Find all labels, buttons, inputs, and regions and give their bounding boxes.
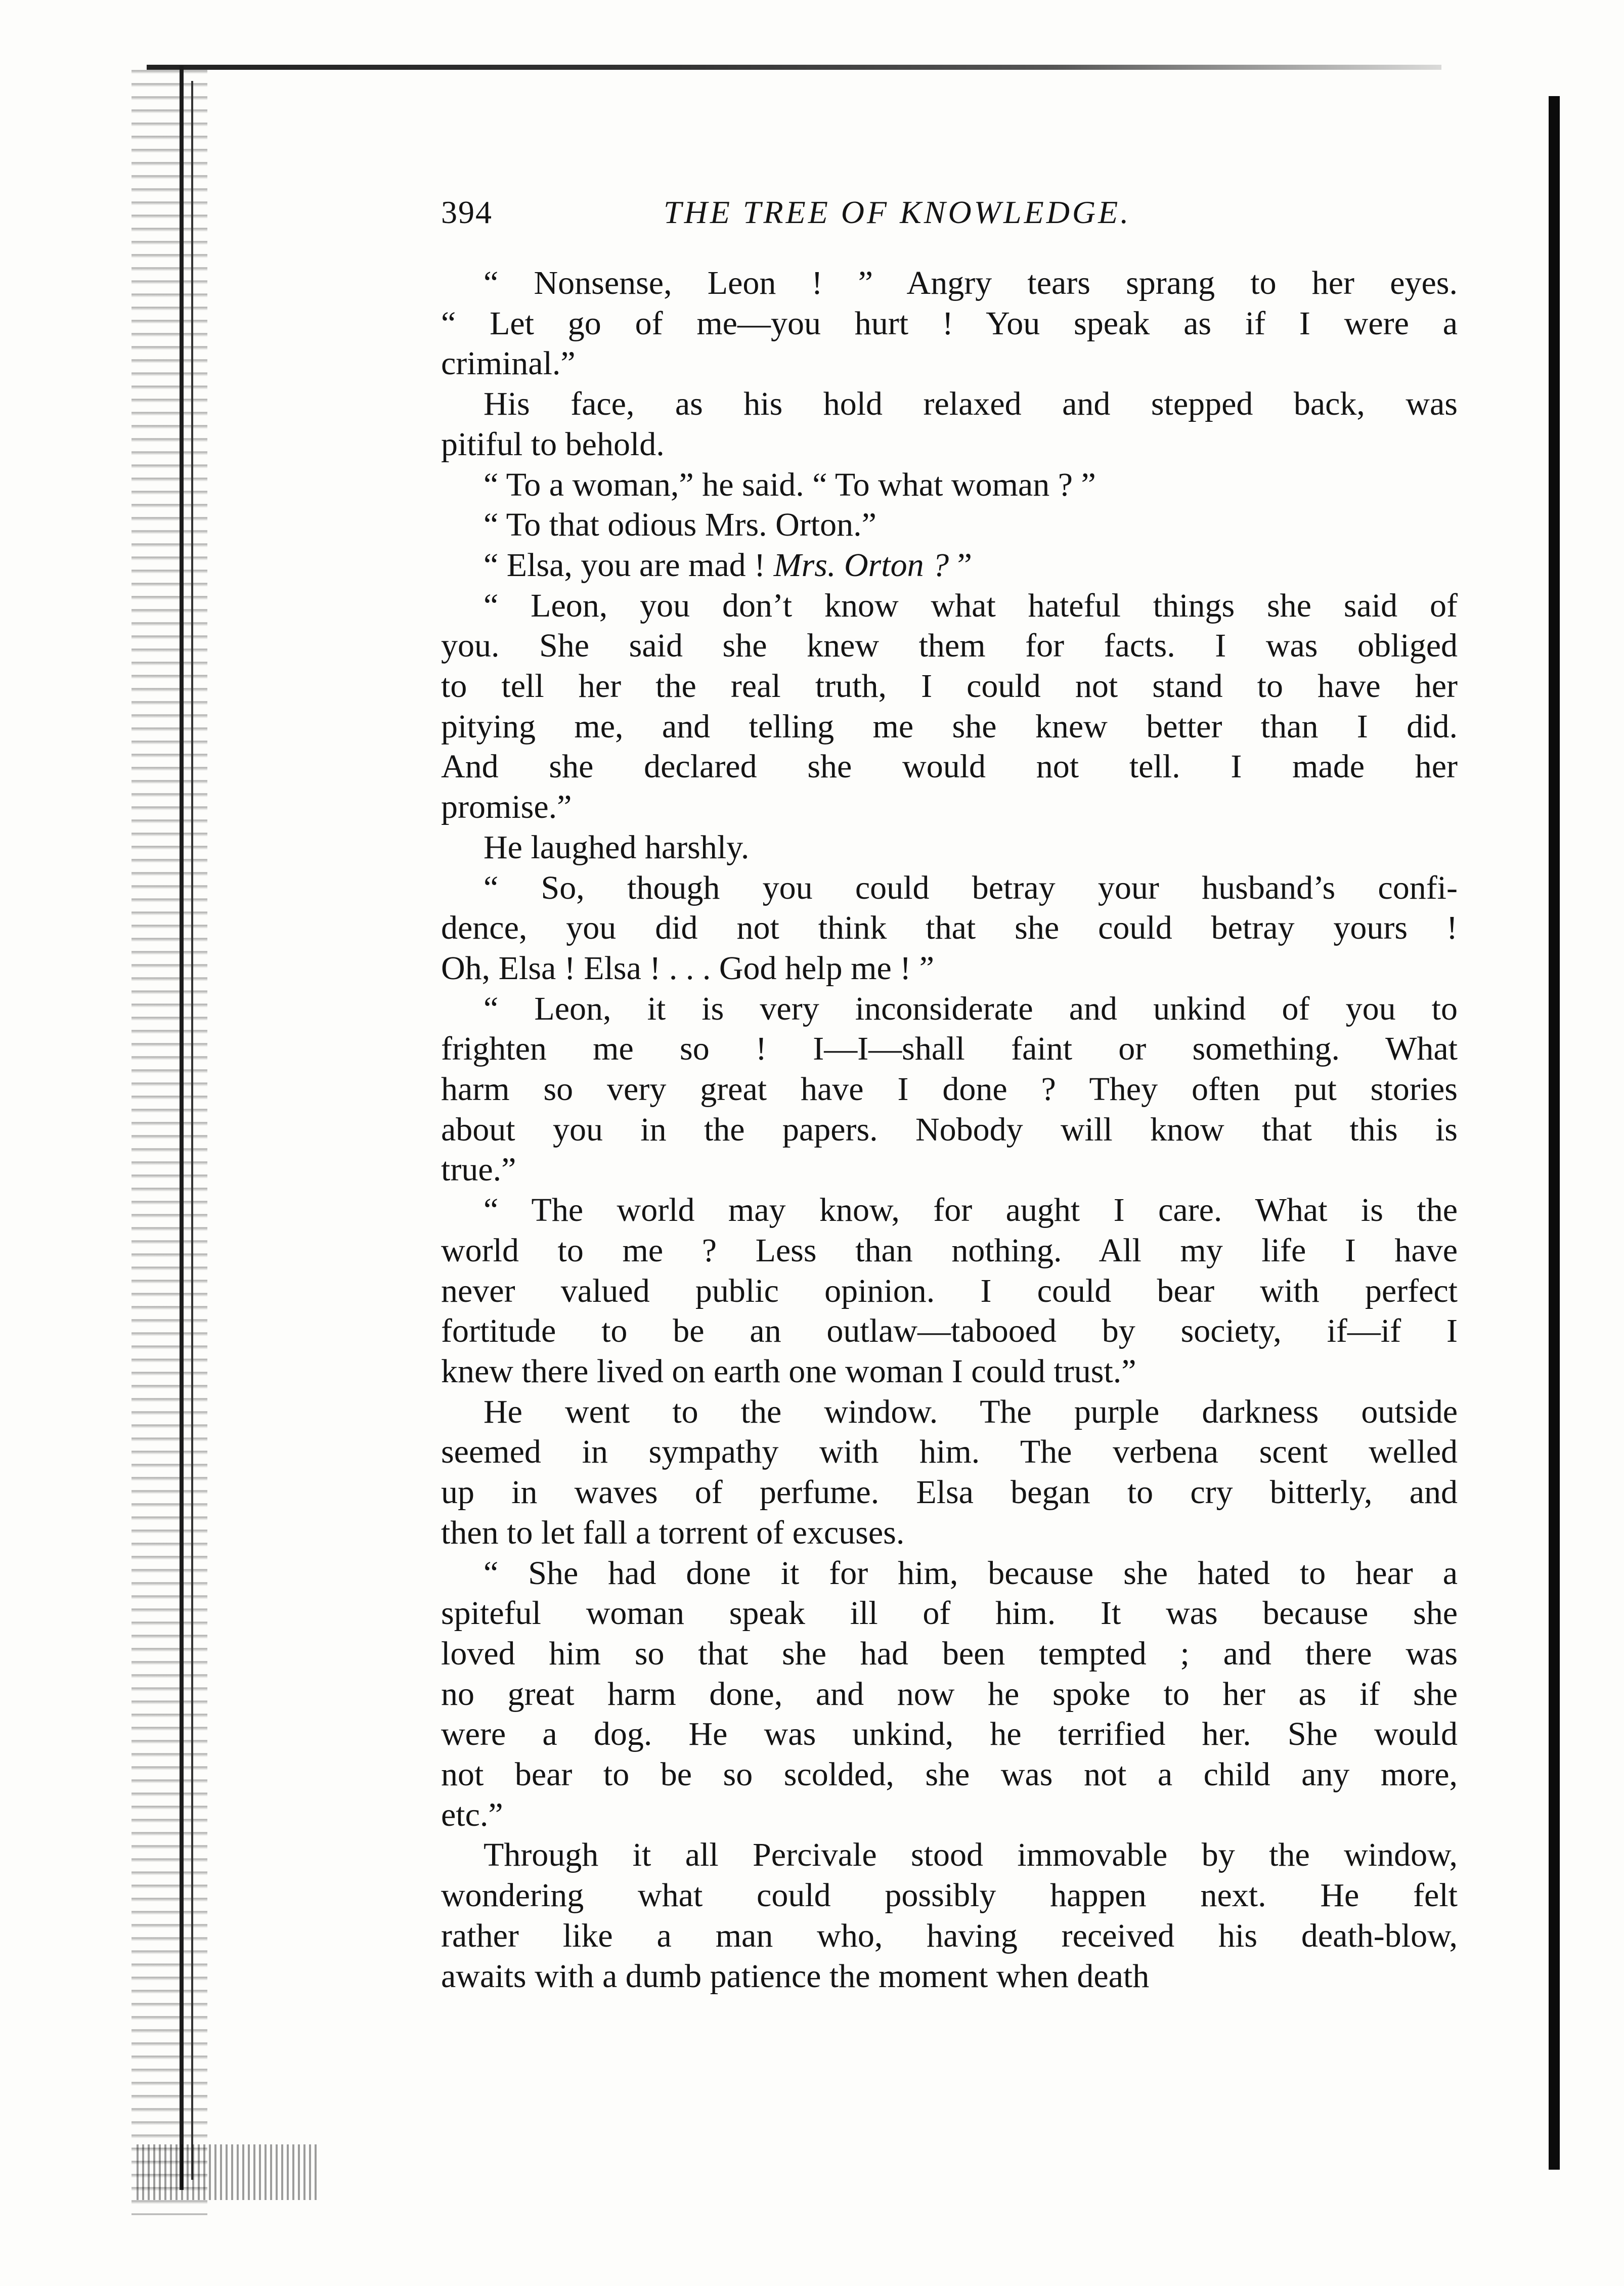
body-text	[441, 263, 1458, 1996]
text-line: harm so very great have I done ? They often put stories	[441, 1071, 1458, 1108]
text-line: Oh, Elsa ! Elsa ! . . . God help me ! ”	[441, 949, 935, 987]
text-line: you. She said she knew them for facts. I was obliged	[441, 627, 1458, 665]
binding-shadow	[131, 61, 207, 2215]
text-line: dence, you did not think that she could betray yours !	[441, 909, 1458, 947]
text-line: no great harm done, and now he spoke to her as if she	[441, 1675, 1458, 1712]
paragraph	[441, 989, 1458, 1191]
text-line: etc.”	[441, 1796, 503, 1833]
text-line: He laughed harshly.	[484, 828, 750, 866]
text-line: true.”	[441, 1151, 516, 1189]
text-line: He went to the window. The purple darkness outside	[484, 1393, 1458, 1430]
paragraph	[441, 384, 1458, 464]
paragraph	[441, 1553, 1458, 1835]
text-line: “ Elsa, you are mad ! Mrs. Orton ? ”	[484, 546, 972, 584]
text-line: pitying me, and telling me she knew better than I did.	[441, 708, 1458, 745]
text-line: Through it all Percivale stood immovable by the window,	[484, 1836, 1458, 1874]
text-line: to tell her the real truth, I could not stand to have her	[441, 668, 1458, 705]
text-line: then to let fall a torrent of excuses.	[441, 1514, 905, 1551]
text-line: loved him so that she had been tempted ; and there was	[441, 1635, 1458, 1672]
top-rule	[147, 65, 1441, 70]
text-line: His face, as his hold relaxed and stepped back, was	[484, 385, 1458, 423]
text-line: fortitude to be an outlaw—tabooed by society, if—if I	[441, 1312, 1458, 1350]
book-title: THE TREE OF KNOWLEDGE.	[664, 194, 1131, 230]
text-line: And she declared she would not tell. I made her	[441, 748, 1458, 785]
paragraph	[441, 1392, 1458, 1553]
binding-rule-inner	[191, 81, 193, 2180]
text-line: never valued public opinion. I could bear with perfect	[441, 1272, 1458, 1309]
text-line: world to me ? Less than nothing. All my life I have	[441, 1232, 1458, 1269]
text-line: about you in the papers. Nobody will know that this is	[441, 1111, 1458, 1148]
running-head	[441, 192, 1442, 233]
paragraph	[441, 1190, 1458, 1392]
text-line: “ Nonsense, Leon ! ” Angry tears sprang to her eyes.	[484, 265, 1458, 301]
paragraph	[441, 263, 1458, 384]
paragraph	[441, 868, 1458, 989]
scan-noise	[137, 2144, 319, 2200]
text-line: “ To a woman,” he said. “ To what woman ? ”	[484, 466, 1096, 503]
page-number: 394	[441, 194, 493, 230]
text-line: wondering what could possibly happen next. He felt	[441, 1877, 1458, 1914]
text-line: criminal.”	[441, 345, 576, 382]
text-line: promise.”	[441, 788, 572, 826]
text-line: up in waves of perfume. Elsa began to cry bitterly, and	[441, 1474, 1458, 1511]
paragraph	[441, 1835, 1458, 1996]
text-line: pitiful to behold.	[441, 425, 665, 463]
page-edge-shadow	[1549, 96, 1560, 2170]
paragraph	[441, 827, 1458, 868]
paragraph	[441, 545, 1458, 586]
text-line: spiteful woman speak ill of him. It was because she	[441, 1595, 1458, 1632]
italic-text: Mrs. Orton ?	[773, 546, 949, 584]
text-line: “ Leon, it is very inconsiderate and unkind of you to	[484, 990, 1458, 1027]
closing-quote: ”	[949, 546, 972, 584]
paragraph	[441, 505, 1458, 545]
text-line: seemed in sympathy with him. The verbena scent welled	[441, 1433, 1458, 1471]
text-line: “ So, though you could betray your husband’s confi-	[484, 869, 1458, 906]
text-line: “ The world may know, for aught I care. What is the	[484, 1192, 1458, 1229]
text-line: knew there lived on earth one woman I could trust.”	[441, 1352, 1136, 1390]
text-line: “ Let go of me—you hurt ! You speak as if I were a	[441, 304, 1458, 342]
text-line: “ To that odious Mrs. Orton.”	[484, 506, 876, 544]
text-line: rather like a man who, having received his death-blow,	[441, 1917, 1458, 1954]
text-line: awaits with a dumb patience the moment when death	[441, 1957, 1150, 1995]
text-line: were a dog. He was unkind, he terrified her. She would	[441, 1716, 1458, 1753]
text-line: not bear to be so scolded, she was not a child any more,	[441, 1756, 1458, 1793]
text-line: frighten me so ! I—I—shall faint or something. What	[441, 1030, 1458, 1068]
text-line: “ Leon, you don’t know what hateful things she said of	[484, 587, 1458, 624]
binding-rule	[180, 66, 184, 2190]
paragraph	[441, 586, 1458, 827]
paragraph	[441, 465, 1458, 505]
text-line: “ She had done it for him, because she hated to hear a	[484, 1554, 1458, 1592]
